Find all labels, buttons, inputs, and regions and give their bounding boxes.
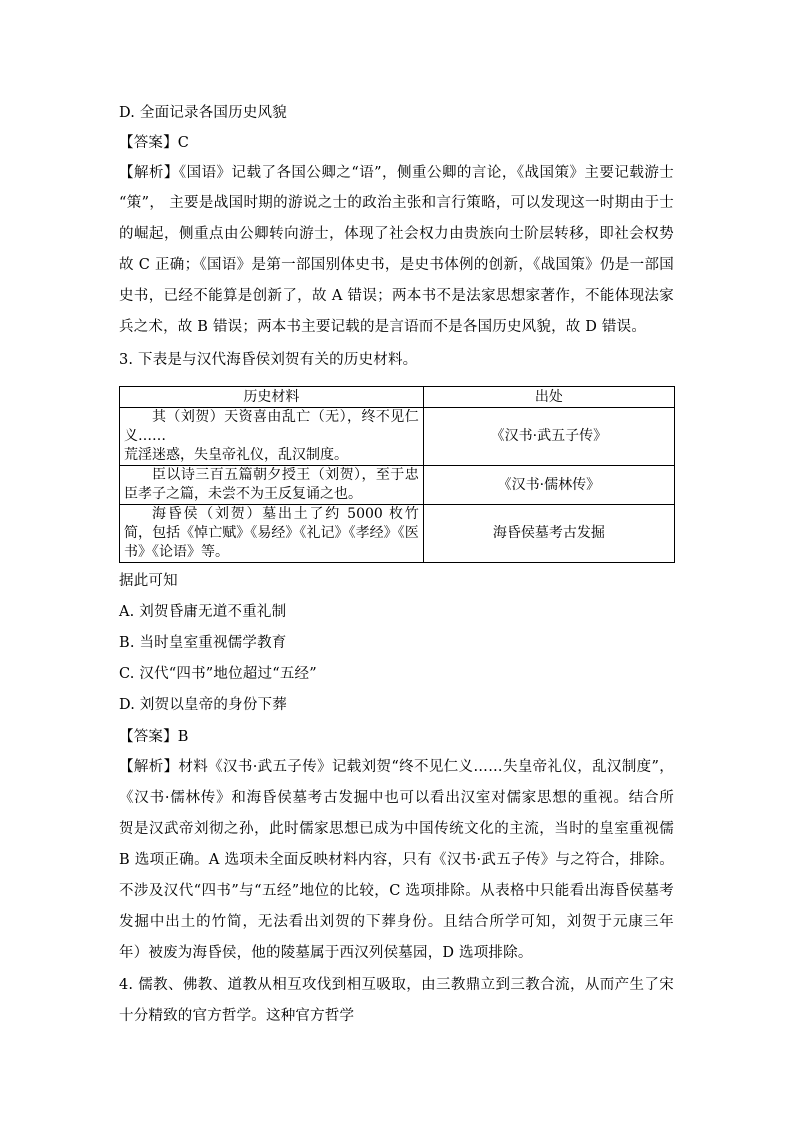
analysis-q2-line: 史书，已经不能算是创新了，故 A 错误；两本书不是法家思想家著作，不能体现法家: [119, 288, 674, 304]
header-material: 历史材料: [120, 387, 424, 408]
table-header-row: [120, 387, 675, 408]
analysis-q3-line: 发掘中出土的竹简，无法看出刘贺的下葬身份。且结合所学可知，刘贺于元康三年: [119, 914, 674, 930]
analysis-q3-line: 贺是汉武帝刘彻之孙，此时儒家思想已成为中国传统文化的主流，当时的皇室重视儒: [119, 821, 674, 837]
source-cell: 海昏侯墓考古发掘: [423, 505, 674, 563]
material-text: 海昏侯（刘贺）墓出土了约 5000 枚竹简，包括《悼亡赋》《易经》《礼记》《孝经》《医书》《论语》等。: [124, 506, 419, 560]
analysis-q2-line: “策”， 主要是战国时期的游说之士的政治主张和言行策略，可以发现这一时期由于士: [119, 195, 674, 211]
analysis-q3-line: 【解析】材料《汉书·武五子传》记载刘贺“终不见仁义……失皇帝礼仪，乱汉制度”，: [119, 759, 674, 775]
table-row: [120, 505, 675, 563]
analysis-q3-line: 年）被废为海昏侯，他的陵墓属于西汉列侯墓园，D 选项排除。: [119, 945, 533, 961]
material-text: 其（刘贺）天资喜由乱亡（无），终不见仁义……: [124, 409, 419, 444]
source-cell: 《汉书·儒林传》: [423, 466, 674, 505]
question-4-stem-line: 十分精致的官方哲学。这种官方哲学: [119, 1008, 355, 1024]
analysis-q2-line: 兵之术，故 B 错误；两本书主要记载的是言语而不是各国历史风貌，故 D 错误。: [119, 319, 647, 335]
analysis-q2-line: 【解析】《国语》记载了各国公卿之“语”，侧重公卿的言论，《战国策》主要记载游士: [119, 165, 674, 181]
analysis-q3-line: B 选项正确。A 选项未全面反映材料内容，只有《汉书·武五子传》与之符合，排除。: [119, 852, 674, 868]
table-row: [120, 466, 675, 505]
question-3-stem: 3. 下表是与汉代海昏侯刘贺有关的历史材料。: [119, 352, 418, 368]
answer-q2: 【答案】C: [119, 135, 190, 151]
option-b: B. 当时皇室重视儒学教育: [119, 635, 287, 651]
option-d: D. 刘贺以皇帝的身份下葬: [119, 697, 287, 713]
material-cell: [120, 466, 424, 505]
analysis-q2-line: 故 C 正确；《国语》是第一部国别体史书，是史书体例的创新，《战国策》仍是一部国: [119, 257, 674, 273]
question-3-prompt: 据此可知: [119, 573, 178, 589]
material-cell: [120, 408, 424, 466]
table-row: [120, 408, 675, 466]
option-d-q2: D. 全面记录各国历史风貌: [119, 105, 287, 121]
option-c: C. 汉代“四书”地位超过“五经”: [119, 666, 317, 682]
analysis-q3-line: 不涉及汉代“四书”与“五经”地位的比较，C 选项排除。从表格中只能看出海昏侯墓考: [119, 883, 674, 899]
question-4-stem-line: 4. 儒教、佛教、道教从相互攻伐到相互吸取，由三教鼎立到三教合流，从而产生了宋: [119, 977, 674, 993]
history-material-table: [119, 386, 675, 563]
analysis-q3-line: 《汉书·儒林传》和海昏侯墓考古发掘中也可以看出汉室对儒家思想的重视。结合所: [119, 790, 674, 806]
material-text: 臣以诗三百五篇朝夕授王（刘贺），至于忠臣孝子之篇，未尝不为王反复诵之也。: [124, 467, 419, 502]
material-text: 荒淫迷惑，失皇帝礼仪，乱汉制度。: [124, 447, 348, 463]
analysis-q2-line: 的崛起，侧重点由公卿转向游士，体现了社会权力由贵族向士阶层转移，即社会权势: [119, 226, 674, 242]
material-cell: [120, 505, 424, 563]
option-a: A. 刘贺昏庸无道不重礼制: [119, 604, 287, 620]
answer-q3: 【答案】B: [119, 729, 189, 745]
header-source: 出处: [423, 387, 674, 408]
source-cell: 《汉书·武五子传》: [423, 408, 674, 466]
